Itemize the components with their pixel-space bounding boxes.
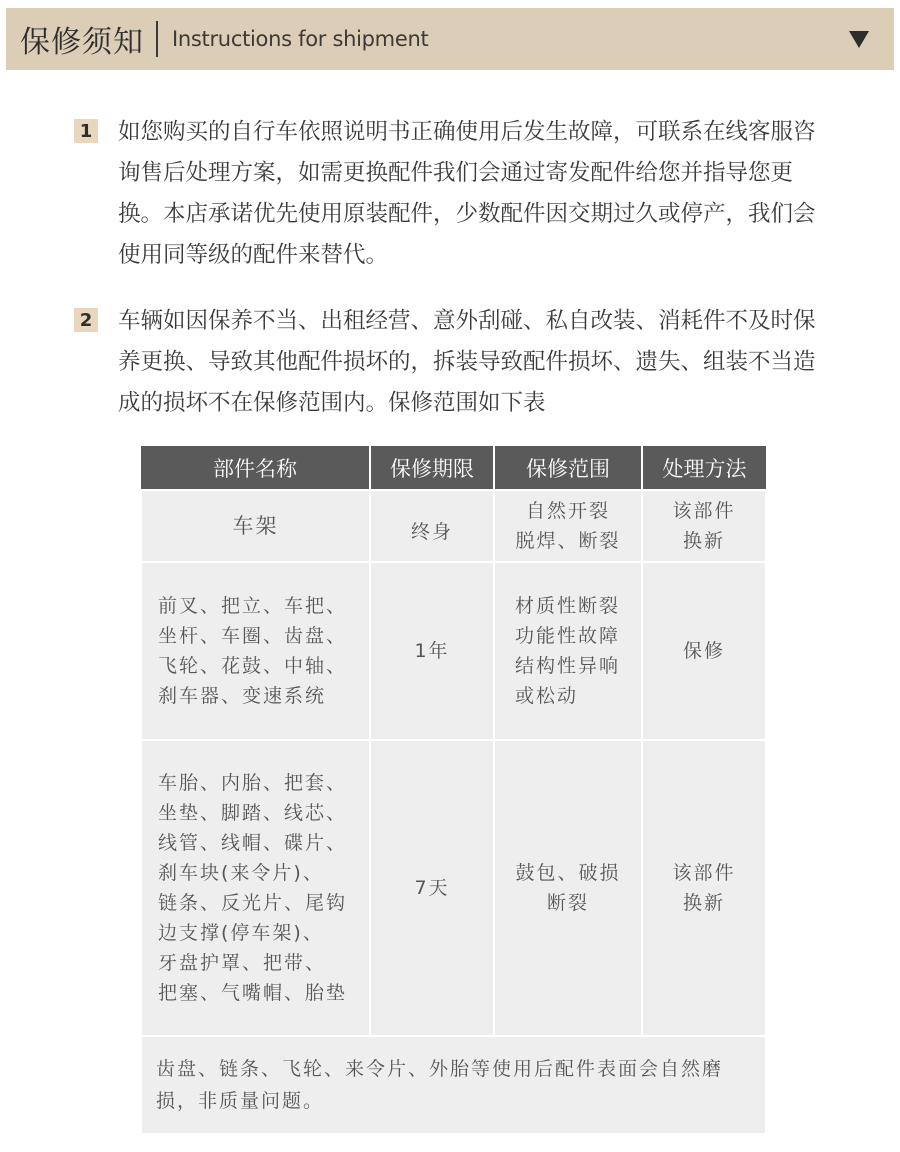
- method-line: 该部件: [672, 862, 736, 884]
- period-text: 终身: [410, 521, 453, 543]
- notice-text: 车辆如因保养不当、出租经营、意外刮碰、私自改装、消耗件不及时保养更换、导致其他配件损坏的，拆装导致配件损坏、遗失、组装不当造成的损坏不在保修范围内。保修范围如下表: [118, 308, 816, 416]
- warranty-table: [140, 446, 767, 1135]
- scope-cell: [494, 490, 642, 562]
- method-cell: [642, 490, 766, 562]
- table-row: [141, 562, 766, 740]
- scope-cell: [494, 562, 642, 740]
- period-cell: [370, 740, 494, 1036]
- part-line: 前叉、把立、车把、: [158, 595, 348, 617]
- scope-line: 材质性断裂: [515, 595, 621, 617]
- method-line: 保修: [682, 640, 725, 662]
- part-line: 刹车块(来令片)、: [158, 862, 324, 884]
- scope-line: 脱焊、断裂: [515, 530, 621, 552]
- part-line: 牙盘护罩、把带、: [158, 952, 327, 974]
- section-header[interactable]: [6, 8, 894, 70]
- part-line: 车架: [232, 514, 279, 538]
- column-header-part: 部件名称: [141, 446, 370, 490]
- table-row: [141, 740, 766, 1036]
- scope-line: 断裂: [546, 892, 589, 914]
- scope-cell: [494, 740, 642, 1036]
- method-line: 换新: [682, 892, 725, 914]
- notice-item-1: [74, 112, 824, 276]
- scope-line: 功能性故障: [515, 625, 621, 647]
- column-header-period: 保修期限: [370, 446, 494, 490]
- table-row: [141, 490, 766, 562]
- method-cell: [642, 740, 766, 1036]
- section-subtitle: Instructions for shipment: [172, 27, 429, 51]
- method-line: 换新: [682, 530, 725, 552]
- item-number-badge: 2: [74, 308, 98, 332]
- notice-item-2: [74, 301, 824, 424]
- part-line: 边支撑(停车架)、: [158, 922, 324, 944]
- column-header-scope: 保修范围: [494, 446, 642, 490]
- part-cell: [141, 490, 370, 562]
- part-line: 车胎、内胎、把套、: [158, 772, 348, 794]
- notice-text: 如您购买的自行车依照说明书正确使用后发生故障，可联系在线客服咨询售后处理方案，如需更换配件我们会通过寄发配件给您并指导您更换。本店承诺优先使用原装配件，少数配件因交期过久或停产，我们会使用同等级的配件来替代。: [118, 119, 816, 268]
- part-line: 坐垫、脚踏、线芯、: [158, 802, 348, 824]
- scope-line: 或松动: [515, 685, 579, 707]
- section-title: 保修须知: [20, 25, 144, 60]
- method-line: 该部件: [672, 500, 736, 522]
- part-line: 刹车器、变速系统: [158, 685, 327, 707]
- period-text: 1年: [414, 640, 450, 662]
- scope-line: 鼓包、破损: [515, 862, 621, 884]
- part-line: 链条、反光片、尾钩: [158, 892, 348, 914]
- part-line: 坐杆、车圈、齿盘、: [158, 625, 348, 647]
- period-cell: [370, 490, 494, 562]
- triangle-down-icon[interactable]: [846, 26, 872, 52]
- table-header-row: [141, 446, 766, 490]
- title-divider: [156, 21, 158, 57]
- part-cell: [141, 562, 370, 740]
- period-text: 7天: [414, 877, 450, 899]
- table-note-row: [141, 1036, 766, 1134]
- column-header-method: 处理方法: [642, 446, 766, 490]
- scope-line: 自然开裂: [525, 500, 610, 522]
- part-line: 线管、线帽、碟片、: [158, 832, 348, 854]
- part-cell: [141, 740, 370, 1036]
- table-note: 齿盘、链条、飞轮、来令片、外胎等使用后配件表面会自然磨损，非质量问题。: [141, 1036, 766, 1134]
- period-cell: [370, 562, 494, 740]
- scope-line: 结构性异响: [515, 655, 621, 677]
- part-line: 把塞、气嘴帽、胎垫: [158, 982, 348, 1004]
- method-cell: [642, 562, 766, 740]
- item-number-badge: 1: [74, 119, 98, 143]
- part-line: 飞轮、花鼓、中轴、: [158, 655, 348, 677]
